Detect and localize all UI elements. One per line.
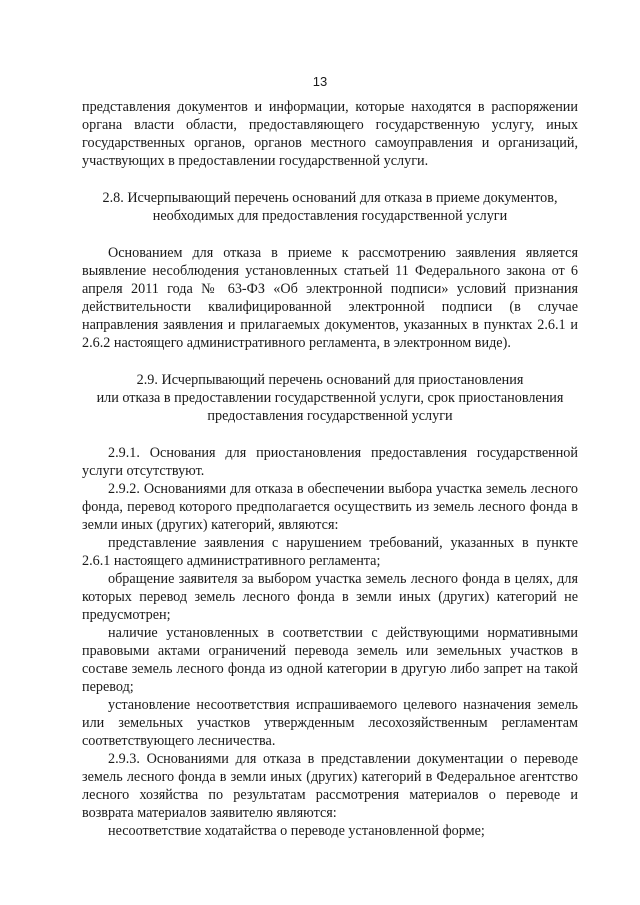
list-item-transfer-restrictions: наличие установленных в соответствии с действующими нормативными правовыми актами ограничений перевода земель или земельных участков в составе земель лесного фонда из одной категории в другую либо запрет на такой перевод; bbox=[82, 625, 578, 695]
intro-paragraph: представления документов и информации, которые находятся в распоряжении органа власти области, предоставляющего государственную услугу, иных государственных органов, органов местного самоуправления и организаций, участвующих в предоставлении государственной услуги. bbox=[82, 99, 578, 169]
section-2-8-body: Основанием для отказа в приеме к рассмотрению заявления является выявление несоблюдения установленных статьей 11 Федерального закона от 6 апреля 2011 года № 63-ФЗ «Об электронной подписи» условий признания действительности квалифицированной электронной подписи (в случае направления заявления и прилагаемых документов, указанных в пунктах 2.6.1 и 2.6.2 настоящего административного регламента, в электронном виде). bbox=[82, 245, 578, 351]
list-item-requirements-violation: представление заявления с нарушением требований, указанных в пункте 2.6.1 настоящего административного регламента; bbox=[82, 535, 578, 569]
page-number: 13 bbox=[312, 74, 328, 89]
paragraph-2-9-1: 2.9.1. Основания для приостановления предоставления государственной услуги отсутствуют. bbox=[82, 445, 578, 479]
section-2-8-heading bbox=[82, 189, 578, 225]
list-item-purpose-mismatch: установление несоответствия испрашиваемого целевого назначения земель или земельных участков утвержденным лесохозяйственным регламентам соответствующего лесничества. bbox=[82, 697, 578, 749]
section-2-9-heading-line1: 2.9. Исчерпывающий перечень оснований для приостановления bbox=[136, 372, 524, 388]
section-2-9-heading bbox=[82, 371, 578, 425]
document-body bbox=[82, 98, 578, 840]
section-2-8-heading-line1: 2.8. Исчерпывающий перечень оснований для отказа в приеме документов, bbox=[102, 190, 558, 206]
paragraph-2-9-2: 2.9.2. Основаниями для отказа в обеспечении выбора участка земель лесного фонда, перевод которого предполагается осуществить из земель лесного фонда в земли иных (других) категорий, являются: bbox=[82, 481, 578, 533]
list-item-form-mismatch: несоответствие ходатайства о переводе установленной форме; bbox=[108, 823, 485, 839]
list-item-purpose-not-provided: обращение заявителя за выбором участка земель лесного фонда в целях, для которых перевод земель лесного фонда в земли иных (других) категорий не предусмотрен; bbox=[82, 571, 578, 623]
paragraph-2-9-3: 2.9.3. Основаниями для отказа в представлении документации о переводе земель лесного фонда в земли иных (других) категорий в Федеральное агентство лесного хозяйства по результатам рассмотрения материалов о переводе и возврата материалов заявителю являются: bbox=[82, 751, 578, 821]
section-2-9-heading-line3: предоставления государственной услуги bbox=[207, 408, 453, 424]
section-2-8-heading-line2: необходимых для предоставления государственной услуги bbox=[152, 208, 508, 224]
section-2-9-heading-line2: или отказа в предоставлении государственной услуги, срок приостановления bbox=[96, 390, 564, 406]
